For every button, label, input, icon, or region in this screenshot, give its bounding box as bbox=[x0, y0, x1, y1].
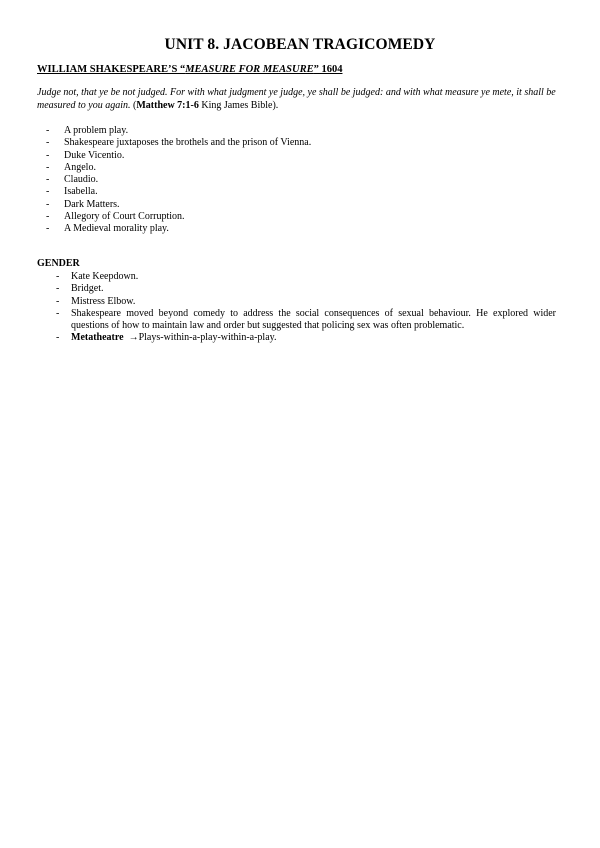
list-item bbox=[46, 125, 311, 137]
dash-marker: - bbox=[46, 186, 50, 198]
dash-marker: - bbox=[46, 198, 50, 210]
quote-text: Judge not, that ye be not judged. For with what judgment ye judge, ye shall be judged: and with what measure ye mete, it shall be measured to you again. bbox=[37, 87, 556, 111]
dash-marker: - bbox=[56, 332, 60, 344]
metatheatre-description: Plays-within-a-play-within-a-play. bbox=[138, 332, 277, 344]
dash-marker: - bbox=[56, 307, 60, 319]
subheading-year: ” 1604 bbox=[313, 64, 343, 75]
dash-marker: - bbox=[46, 174, 50, 186]
list-item-text: Allegory of Court Corruption. bbox=[64, 211, 185, 223]
dash-marker: - bbox=[56, 295, 60, 307]
gender-heading: GENDER bbox=[37, 258, 80, 269]
list-item bbox=[56, 283, 556, 295]
list-item-metatheatre bbox=[56, 332, 556, 344]
dash-marker: - bbox=[46, 223, 50, 235]
dash-marker: - bbox=[56, 271, 60, 282]
list-item bbox=[56, 308, 556, 333]
dash-marker: - bbox=[46, 125, 50, 136]
key-points-list bbox=[46, 125, 311, 236]
subheading-play-title: MEASURE FOR MEASURE bbox=[185, 64, 314, 75]
list-item-text: Mistress Elbow. bbox=[71, 295, 136, 307]
dash-marker: - bbox=[46, 137, 50, 149]
list-item-text: Isabella. bbox=[64, 186, 98, 198]
subheading-author: WILLIAM SHAKESPEARE’S “ bbox=[37, 64, 186, 75]
list-item bbox=[46, 174, 311, 186]
list-item bbox=[56, 271, 556, 283]
section-subheading bbox=[37, 64, 342, 75]
quote-open-paren: ( bbox=[130, 100, 137, 111]
list-item bbox=[46, 211, 311, 223]
list-item-text: Shakespeare moved beyond comedy to address the social consequences of sexual behaviour. He explored wider questions of how to maintain law and order but suggested that policing sex was often problematic. bbox=[71, 307, 556, 332]
dash-marker: - bbox=[46, 211, 50, 223]
dash-marker: - bbox=[46, 149, 50, 161]
list-item-text: Dark Matters. bbox=[64, 198, 120, 210]
list-item-text: Bridget. bbox=[71, 283, 104, 295]
list-item bbox=[46, 162, 311, 174]
dash-marker: - bbox=[56, 283, 60, 295]
list-item bbox=[46, 223, 311, 235]
right-arrow-icon: → bbox=[128, 332, 139, 344]
list-item-text: Shakespeare juxtaposes the brothels and the prison of Vienna. bbox=[64, 137, 312, 149]
metatheatre-term: Metatheatre bbox=[71, 332, 124, 344]
list-item bbox=[46, 199, 311, 211]
gender-list bbox=[56, 271, 556, 345]
quote-source: King James Bible). bbox=[198, 100, 279, 111]
list-item-text: A problem play. bbox=[64, 125, 129, 136]
list-item bbox=[56, 296, 556, 308]
quote-reference: Matthew 7:1-6 bbox=[136, 100, 199, 111]
list-item-text: Angelo. bbox=[64, 161, 96, 173]
list-item-text: Duke Vicentio. bbox=[64, 149, 125, 161]
page-title: UNIT 8. JACOBEAN TRAGICOMEDY bbox=[164, 36, 436, 53]
list-item-text: Kate Keepdown. bbox=[71, 271, 139, 282]
list-item bbox=[46, 137, 311, 149]
list-item bbox=[46, 186, 311, 198]
list-item-text: Claudio. bbox=[64, 174, 99, 186]
list-item-text: A Medieval morality play. bbox=[64, 223, 169, 235]
list-item bbox=[46, 150, 311, 162]
dash-marker: - bbox=[46, 161, 50, 173]
epigraph-quote bbox=[37, 86, 567, 112]
